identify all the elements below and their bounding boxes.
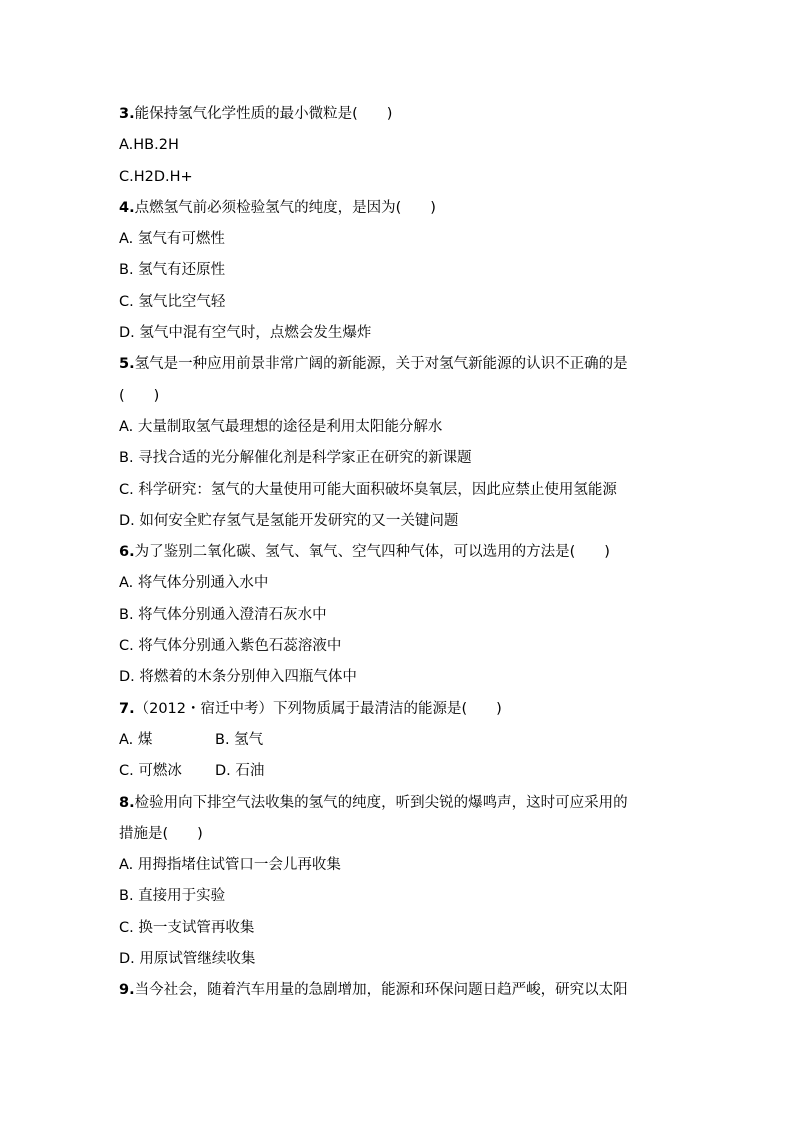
question-list [119, 99, 699, 1007]
question-5-stem [119, 349, 699, 380]
question-text: 为了鉴别二氧化碳、氢气、氧气、空气四种气体，可以选用的方法是( ) [134, 544, 610, 561]
question-5-option-b: B. 寻找合适的光分解催化剂是科学家正在研究的新课题 [119, 450, 472, 467]
question-4-option-a: A. 氢气有可燃性 [119, 231, 225, 248]
question-6-stem [119, 537, 699, 568]
question-number: 3. [119, 106, 135, 122]
question-number: 7. [119, 700, 135, 717]
question-6-option-d: D. 将燃着的木条分别伸入四瓶气体中 [119, 669, 357, 686]
question-8-stem [119, 788, 699, 819]
question-9-stem [119, 975, 699, 1006]
question-text: （2012・宿迁中考）下列物质属于最清洁的能源是( ) [134, 700, 502, 717]
question-text: 点燃氢气前必须检验氢气的纯度，是因为( ) [134, 199, 436, 216]
question-4-option-d: D. 氢气中混有空气时，点燃会发生爆炸 [119, 325, 372, 342]
question-text: 能保持氢气化学性质的最小微粒是( ) [134, 106, 393, 122]
question-8-stem-continued: 措施是( ) [119, 825, 203, 842]
question-5-stem-continued: ( ) [119, 387, 160, 404]
question-5-option-d: D. 如何安全贮存氢气是氢能开发研究的又一关键问题 [119, 512, 459, 529]
question-3-options-row-1: A.HB.2H [119, 137, 179, 154]
question-3-stem [119, 99, 699, 130]
question-5-option-a: A. 大量制取氢气最理想的途径是利用太阳能分解水 [119, 418, 443, 435]
question-7-options-row-2 [119, 756, 699, 787]
question-3-options-row-2: C.H2D.H+ [119, 168, 193, 185]
question-7-stem [119, 694, 699, 725]
question-7-option-d: D. 石油 [215, 763, 265, 780]
question-7-options-row-1 [119, 725, 699, 756]
question-8-option-d: D. 用原试管继续收集 [119, 951, 256, 968]
question-6-option-a: A. 将气体分别通入水中 [119, 575, 269, 592]
question-text: 当今社会，随着汽车用量的急剧增加，能源和环保问题日趋严峻，研究以太阳 [134, 982, 628, 999]
question-6-option-b: B. 将气体分别通入澄清石灰水中 [119, 606, 327, 623]
question-8-option-b: B. 直接用于实验 [119, 888, 226, 905]
question-text: 氢气是一种应用前景非常广阔的新能源，关于对氢气新能源的认识不正确的是 [134, 356, 628, 373]
question-7-option-c: C. 可燃冰 [119, 763, 182, 780]
question-number: 8. [119, 794, 135, 811]
question-7-option-a: A. 煤 [119, 731, 153, 748]
question-number: 4. [119, 199, 135, 216]
question-7-option-b: B. 氢气 [215, 731, 264, 748]
question-text: 检验用向下排空气法收集的氢气的纯度，听到尖锐的爆鸣声，这时可应采用的 [134, 794, 628, 811]
question-5-option-c: C. 科学研究：氢气的大量使用可能大面积破坏臭氧层，因此应禁止使用氢能源 [119, 481, 617, 498]
question-number: 9. [119, 982, 135, 999]
question-6-option-c: C. 将气体分别通入紫色石蕊溶液中 [119, 638, 342, 655]
question-number: 5. [119, 356, 135, 373]
question-8-option-c: C. 换一支试管再收集 [119, 919, 255, 936]
question-4-option-c: C. 氢气比空气轻 [119, 293, 226, 310]
question-4-option-b: B. 氢气有还原性 [119, 262, 226, 279]
question-8-option-a: A. 用拇指堵住试管口一会儿再收集 [119, 857, 341, 874]
question-4-stem [119, 193, 699, 224]
question-number: 6. [119, 544, 135, 561]
